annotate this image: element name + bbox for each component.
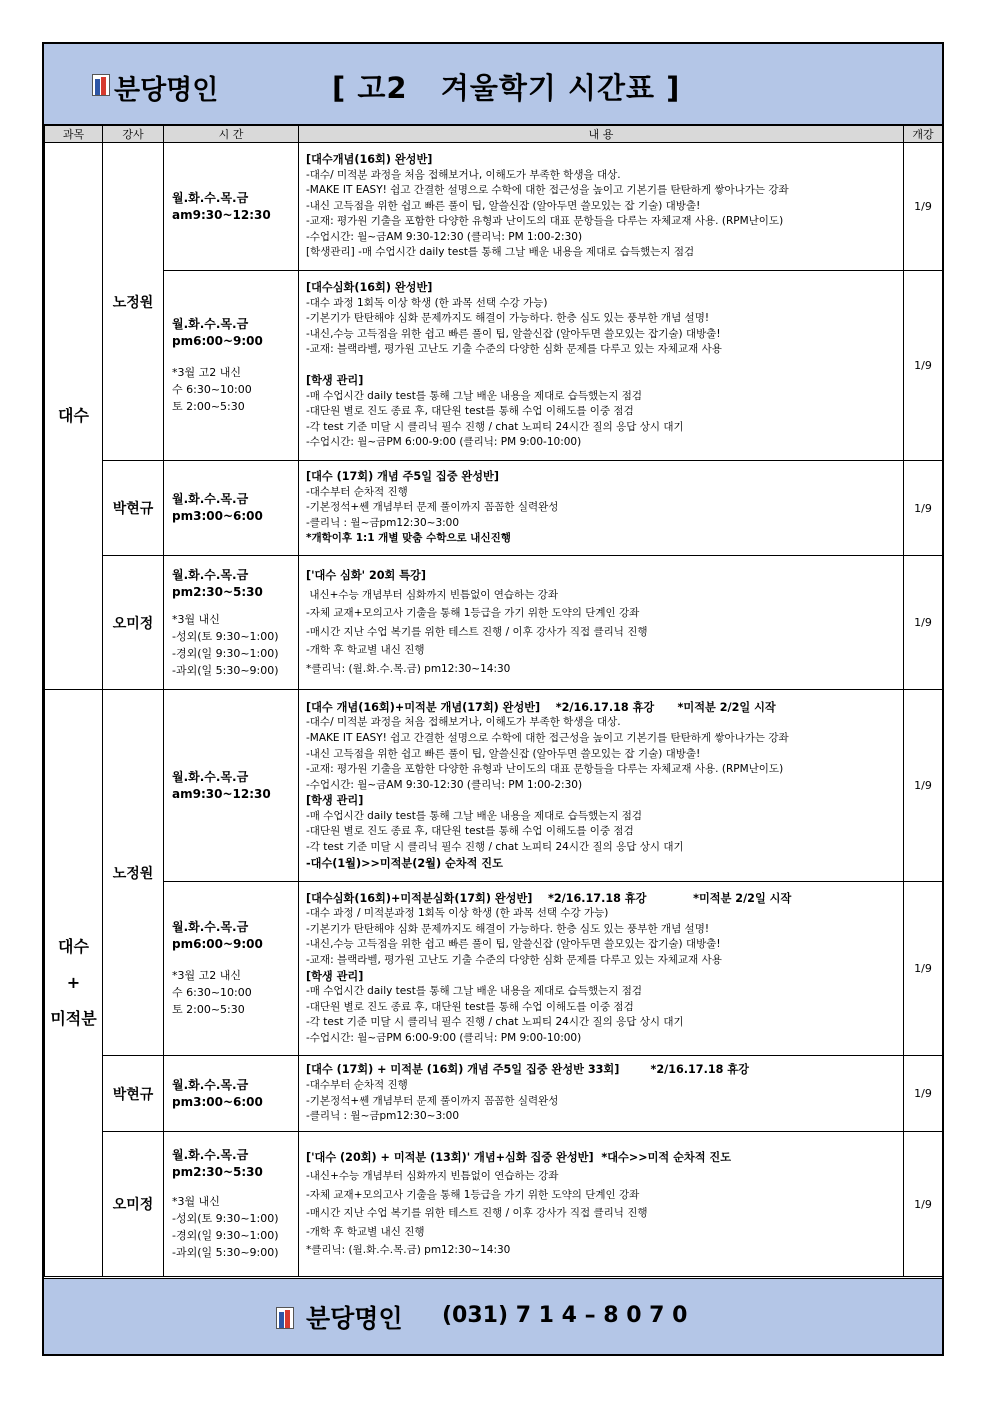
teacher-cell: 오미정	[103, 1132, 164, 1277]
teacher-cell: 노정원	[103, 143, 164, 461]
time-cell: 월.화.수.목.금 pm6:00~9:00 *3월 고2 내신 수 6:30~10:00 토 2:00~5:30	[164, 882, 299, 1056]
content-cell: [대수 개념(16회)+미적분 개념(17회) 완성반] *2/16.17.18 휴강 *미적분 2/2일 시작 -대수/ 미적분 과정을 처음 접해보거나, 이해도가 부족한 학생을 대상. -MAKE IT EASY! 쉽고 간결한 설명으로 수학에 대한 접근성을 높이고 기본기를 탄탄하게 쌓아나가는 강좌 -내신 고득점을 위한 쉽고 빠른 풀이 팁, 알쓸신잡 (알아두면 쓸모있는 잡 기술) 대방출! -교재: 평가원 기출을 포함한 다양한 유형과 난이도의 대표 문항들을 다루는 자체교재 사용. (RPM난이도) -수업시간: 월~금AM 9:30-12:30 (클리닉: PM 1:00-2:30) [학생 관리] -매 수업시간 daily test를 통해 그날 배운 내용을 제대로 습득했는지 점검 -대단원 별로 진도 종료 후, 대단원 test를 통해 수업 이해도를 이중 점검 -각 test 기준 미달 시 클리닉 필수 진행 / chat 노피티 24시간 질의 응답 상시 대기 -대수(1월)>>미적분(2월) 순차적 진도	[299, 690, 904, 882]
time-cell: 월.화.수.목.금 pm6:00~9:00 *3월 고2 내신 수 6:30~10:00 토 2:00~5:30	[164, 271, 299, 461]
content-cell: [대수 (17회) + 미적분 (16회) 개념 주5일 집중 완성반 33회] *2/16.17.18 휴강 -대수부터 순차적 진행 -기본정석+쎈 개념부터 문제 풀이까지 꼼꼼한 실력완성 -클리닉 : 월~금pm12:30~3:00	[299, 1056, 904, 1132]
start-date-cell: 1/9	[904, 461, 943, 556]
table-header-row	[45, 126, 943, 143]
footer-brand: 분당명인	[306, 1304, 403, 1333]
start-date-cell: 1/9	[904, 1056, 943, 1132]
time-cell: 월.화.수.목.금 pm3:00~6:00	[164, 1056, 299, 1132]
timetable-sheet	[42, 42, 944, 1356]
schedule-table	[44, 125, 943, 1277]
page-title: [ 고2 겨울학기 시간표 ]	[332, 71, 681, 105]
table-row	[45, 1056, 943, 1132]
logo-icon	[276, 1307, 294, 1329]
table-row	[45, 690, 943, 882]
col-teacher: 강사	[103, 126, 164, 143]
teacher-cell: 박현규	[103, 1056, 164, 1132]
start-date-cell: 1/9	[904, 143, 943, 271]
col-start: 개강	[904, 126, 943, 143]
table-row	[45, 1132, 943, 1277]
brand-name: 분당명인	[114, 75, 219, 106]
time-cell: 월.화.수.목.금 pm3:00~6:00	[164, 461, 299, 556]
content-cell: [대수심화(16회) 완성반] -대수 과정 1회독 이상 학생 (한 과목 선택 수강 가능) -기본기가 탄탄해야 심화 문제까지도 해결이 가능하다. 한층 심도 있는 풍부한 개념 설명! -내신,수능 고득점을 위한 쉽고 빠른 풀이 팁, 알쓸신잡 (알아두면 쓸모있는 잡기술) 대방출! -교재: 블랙라벨, 평가원 고난도 기출 수준의 다양한 심화 문제를 다루고 있는 자체교재 사용 [학생 관리] -매 수업시간 daily test를 통해 그날 배운 내용을 제대로 습득했는지 점검 -대단원 별로 진도 종료 후, 대단원 test를 통해 수업 이해도를 이중 점검 -각 test 기준 미달 시 클리닉 필수 진행 / chat 노피티 24시간 질의 응답 상시 대기 -수업시간: 월~금PM 6:00-9:00 (클리닉: PM 9:00-10:00)	[299, 271, 904, 461]
table-row	[45, 461, 943, 556]
table-row	[45, 882, 943, 1056]
time-cell: 월.화.수.목.금 pm2:30~5:30 *3월 내신 -성외(토 9:30~1:00) -경외(일 9:30~1:00) -과외(일 5:30~9:00)	[164, 1132, 299, 1277]
subject-cell: 대수	[45, 143, 103, 690]
page-header	[44, 44, 942, 125]
table-row	[45, 143, 943, 271]
teacher-cell: 노정원	[103, 690, 164, 1056]
content-cell: [대수개념(16회) 완성반] -대수/ 미적분 과정을 처음 접해보거나, 이해도가 부족한 학생을 대상. -MAKE IT EASY! 쉽고 간결한 설명으로 수학에 대한 접근성을 높이고 기본기를 탄탄하게 쌓아나가는 강좌 -내신 고득점을 위한 쉽고 빠른 풀이 팁, 알쓸신잡 (알아두면 쓸모있는 잡 기술) 대방출! -교재: 평가원 기출을 포함한 다양한 유형과 난이도의 대표 문항들을 다루는 자체교재 사용. (RPM난이도) -수업시간: 월~금AM 9:30-12:30 (클리닉: PM 1:00-2:30) [학생관리] -매 수업시간 daily test를 통해 그날 배운 내용을 제대로 습득했는지 점검	[299, 143, 904, 271]
page-footer	[44, 1278, 942, 1354]
start-date-cell: 1/9	[904, 1132, 943, 1277]
col-time: 시 간	[164, 126, 299, 143]
content-cell: [대수 (17회) 개념 주5일 집중 완성반] -대수부터 순차적 진행 -기본정석+쎈 개념부터 문제 풀이까지 꼼꼼한 실력완성 -클리닉 : 월~금pm12:30~3:00 *개학이후 1:1 개별 맞춤 수학으로 내신진행	[299, 461, 904, 556]
subject-cell: 대수 + 미적분	[45, 690, 103, 1277]
start-date-cell: 1/9	[904, 556, 943, 690]
time-cell: 월.화.수.목.금 am9:30~12:30	[164, 143, 299, 271]
start-date-cell: 1/9	[904, 271, 943, 461]
content-cell: [대수심화(16회)+미적분심화(17회) 완성반] *2/16.17.18 휴강 *미적분 2/2일 시작 -대수 과정 / 미적분과정 1회독 이상 학생 (한 과목 선택 수강 가능) -기본기가 탄탄해야 심화 문제까지도 해결이 가능하다. 한층 심도 있는 풍부한 개념 설명! -내신,수능 고득점을 위한 쉽고 빠른 풀이 팁, 알쓸신잡 (알아두면 쓸모있는 잡기술) 대방출! -교재: 블랙라벨, 평가원 고난도 기출 수준의 다양한 심화 문제를 다루고 있는 자체교재 사용 [학생 관리] -매 수업시간 daily test를 통해 그날 배운 내용을 제대로 습득했는지 점검 -대단원 별로 진도 종료 후, 대단원 test를 통해 수업 이해도를 이중 점검 -각 test 기준 미달 시 클리닉 필수 진행 / chat 노피티 24시간 질의 응답 상시 대기 -수업시간: 월~금PM 6:00-9:00 (클리닉: PM 9:00-10:00)	[299, 882, 904, 1056]
teacher-cell: 오미정	[103, 556, 164, 690]
teacher-cell: 박현규	[103, 461, 164, 556]
table-row	[45, 271, 943, 461]
time-cell: 월.화.수.목.금 pm2:30~5:30 *3월 내신 -성외(토 9:30~1:00) -경외(일 9:30~1:00) -과외(일 5:30~9:00)	[164, 556, 299, 690]
footer-phone: (031) 7 1 4 – 8 0 7 0	[442, 1303, 688, 1328]
start-date-cell: 1/9	[904, 882, 943, 1056]
col-subject: 과목	[45, 126, 103, 143]
table-row	[45, 556, 943, 690]
logo-icon	[92, 74, 110, 96]
start-date-cell: 1/9	[904, 690, 943, 882]
content-cell: ['대수 심화' 20회 특강] 내신+수능 개념부터 심화까지 빈틈없이 연습하는 강좌 -자체 교재+모의고사 기출을 통해 1등급을 가기 위한 도약의 단계인 강좌 -매시간 지난 수업 복기를 위한 테스트 진행 / 이후 강사가 직접 클리닉 진행 -개학 후 학교별 내신 진행 *클리닉: (월.화.수.목.금) pm12:30~14:30	[299, 556, 904, 690]
content-cell: ['대수 (20회) + 미적분 (13회)' 개념+심화 집중 완성반] *대수>>미적 순차적 진도 -내신+수능 개념부터 심화까지 빈틈없이 연습하는 강좌 -자체 교재+모의고사 기출을 통해 1등급을 가기 위한 도약의 단계인 강좌 -매시간 지난 수업 복기를 위한 테스트 진행 / 이후 강사가 직접 클리닉 진행 -개학 후 학교별 내신 진행 *클리닉: (월.화.수.목.금) pm12:30~14:30	[299, 1132, 904, 1277]
col-content: 내 용	[299, 126, 904, 143]
time-cell: 월.화.수.목.금 am9:30~12:30	[164, 690, 299, 882]
